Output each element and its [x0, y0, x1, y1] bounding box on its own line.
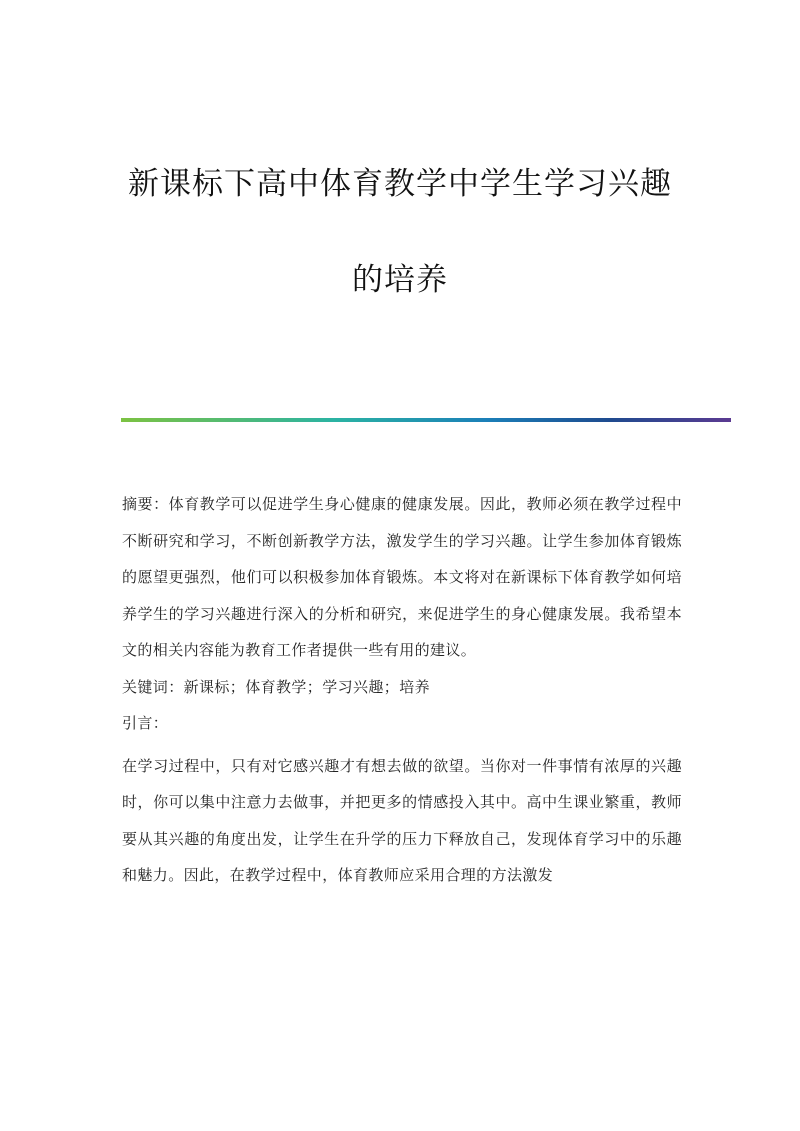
keywords-line: 关键词：新课标；体育教学；学习兴趣；培养: [122, 677, 431, 696]
intro-heading: 引言：: [122, 714, 169, 732]
document-title: [60, 160, 740, 304]
gradient-divider: [121, 418, 731, 422]
document-body: [122, 486, 682, 894]
title-line-1: 新课标下高中体育教学中学生学习兴趣: [128, 166, 672, 202]
intro-paragraph: 在学习过程中，只有对它感兴趣才有想去做的欲望。当你对一件事情有浓厚的兴趣时，你可以集中注意力去做事，并把更多的情感投入其中。高中生课业繁重，教师要从其兴趣的角度出发，让学生在升学的压力下释放自己，发现体育学习中的乐趣和魅力。因此，在教学过程中，体育教师应采用合理的方法激发: [122, 756, 682, 884]
title-line-2: 的培养: [352, 262, 448, 298]
abstract-paragraph: 摘要：体育教学可以促进学生身心健康的健康发展。因此，教师必须在教学过程中不断研究和学习，不断创新教学方法，激发学生的学习兴趣。让学生参加体育锻炼的愿望更强烈，他们可以积极参加体育锻炼。本文将对在新课标下体育教学如何培养学生的学习兴趣进行深入的分析和研究，来促进学生的身心健康发展。我希望本文的相关内容能为教育工作者提供一些有用的建议。: [122, 495, 682, 659]
